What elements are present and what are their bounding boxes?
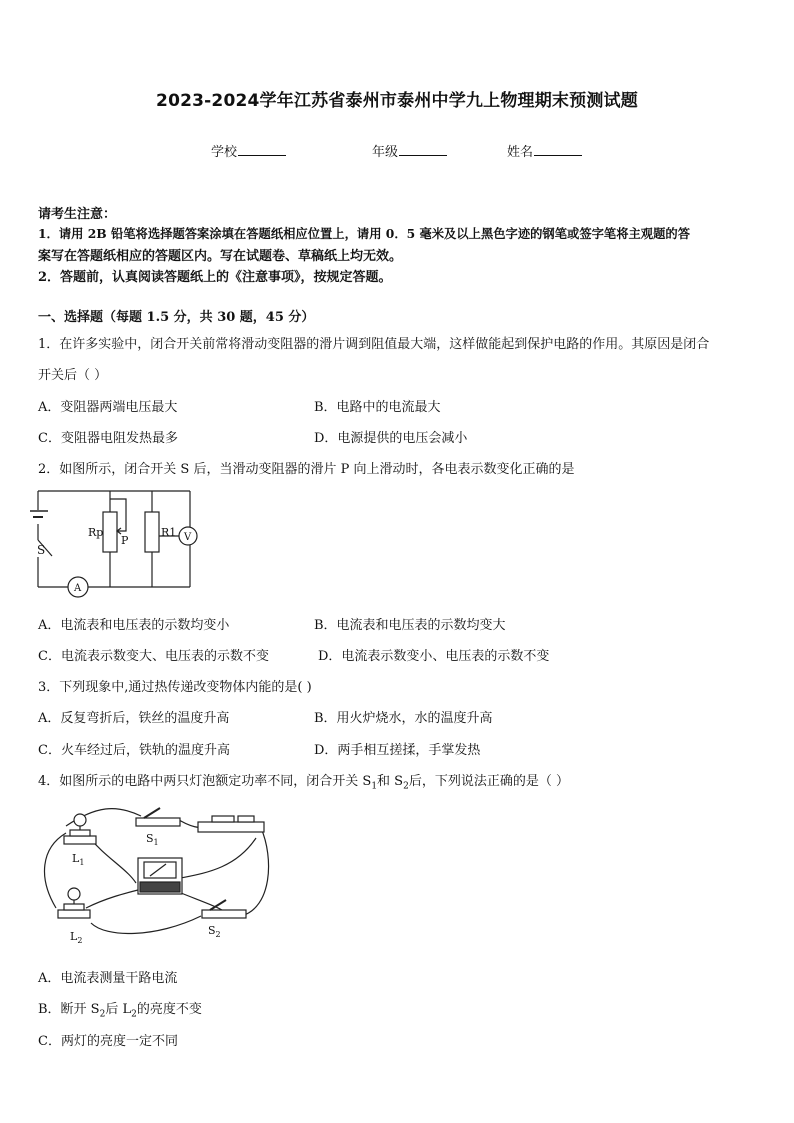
q1-option-d[interactable]: D．电源提供的电压会减小 (314, 431, 468, 446)
q4-stem: 4．如图所示的电路中两只灯泡额定功率不同，闭合开关 $S_1$和 $S_2$后，下列说法正确的是（ ） (38, 774, 569, 792)
page-title: 2023-2024学年江苏省泰州市泰州中学九上物理期末预测试题 (156, 91, 638, 111)
q2-option-b[interactable]: B．电流表和电压表的示数均变大 (314, 618, 506, 633)
q1-option-c[interactable]: C．变阻器电阻发热最多 (38, 431, 178, 446)
q1-option-b[interactable]: B．电路中的电流最大 (314, 400, 441, 415)
label-l2: $L_2$ (70, 930, 83, 945)
q4-option-a[interactable]: A．电流表测量干路电流 (38, 971, 178, 986)
q1-stem-line-1: 1．在许多实验中，闭合开关前常将滑动变阻器的滑片调到阻值最大端，这样做能起到保护电路的作用。其原因是闭合 (38, 337, 710, 352)
q2-option-d[interactable]: D．电流表示数变小、电压表的示数不变 (318, 649, 550, 664)
grade-label: 年级 (372, 145, 399, 160)
label-s1: $S_1$ (146, 832, 159, 847)
q2-circuit-diagram (30, 484, 220, 599)
notice-line-1: 1．请用 2B 铅笔将选择题答案涂填在答题纸相应位置上，请用 0．5 毫米及以上黑色字迹的钢笔或签字笔将主观题的答 (38, 226, 690, 241)
q3-option-a[interactable]: A．反复弯折后，铁丝的温度升高 (38, 711, 230, 726)
q1-stem-line-2: 开关后（ ） (38, 368, 108, 383)
q3-option-b[interactable]: B．用火炉烧水，水的温度升高 (314, 711, 493, 726)
school-field[interactable] (211, 141, 286, 160)
q2-option-a[interactable]: A．电流表和电压表的示数均变小 (38, 618, 230, 633)
label-p: P (121, 534, 129, 547)
q3-stem: 3．下列现象中,通过热传递改变物体内能的是( ) (38, 680, 312, 695)
notice-line-2: 2．答题前，认真阅读答题纸上的《注意事项》，按规定答题。 (38, 270, 392, 285)
name-field[interactable] (507, 141, 582, 160)
grade-field[interactable] (372, 141, 447, 160)
q4-option-b[interactable]: B．断开 $S_2$后 $L_2$的亮度不变 (38, 1002, 202, 1020)
section-heading: 一、选择题（每题 1.5 分，共 30 题，45 分） (38, 310, 315, 325)
q3-option-d[interactable]: D．两手相互搓揉，手掌发热 (314, 743, 481, 758)
notice-heading: 请考生注意： (38, 207, 117, 222)
school-blank[interactable] (238, 143, 286, 156)
q2-stem: 2．如图所示，闭合开关 S 后，当滑动变阻器的滑片 P 向上滑动时，各电表示数变化正确的是 (38, 462, 575, 477)
label-l1: $L_1$ (72, 852, 85, 867)
q3-option-c[interactable]: C．火车经过后，铁轨的温度升高 (38, 743, 230, 758)
name-blank[interactable] (534, 143, 582, 156)
label-r1: R1 (161, 526, 177, 539)
q1-option-a[interactable]: A．变阻器两端电压最大 (38, 400, 178, 415)
label-s2: $S_2$ (208, 924, 221, 939)
q4-option-c[interactable]: C．两灯的亮度一定不同 (38, 1034, 178, 1049)
notice-line-1b: 案写在答题纸相应的答题区内。写在试题卷、草稿纸上均无效。 (38, 249, 403, 264)
grade-blank[interactable] (399, 143, 447, 156)
name-label: 姓名 (507, 145, 534, 160)
label-rp: Rp (88, 526, 104, 539)
label-a: A (74, 583, 82, 594)
school-label: 学校 (211, 145, 238, 160)
label-v: V (184, 532, 192, 543)
label-s: S (37, 543, 46, 557)
q2-option-c[interactable]: C．电流表示数变大、电压表的示数不变 (38, 649, 269, 664)
q4-circuit-picture (36, 798, 276, 948)
